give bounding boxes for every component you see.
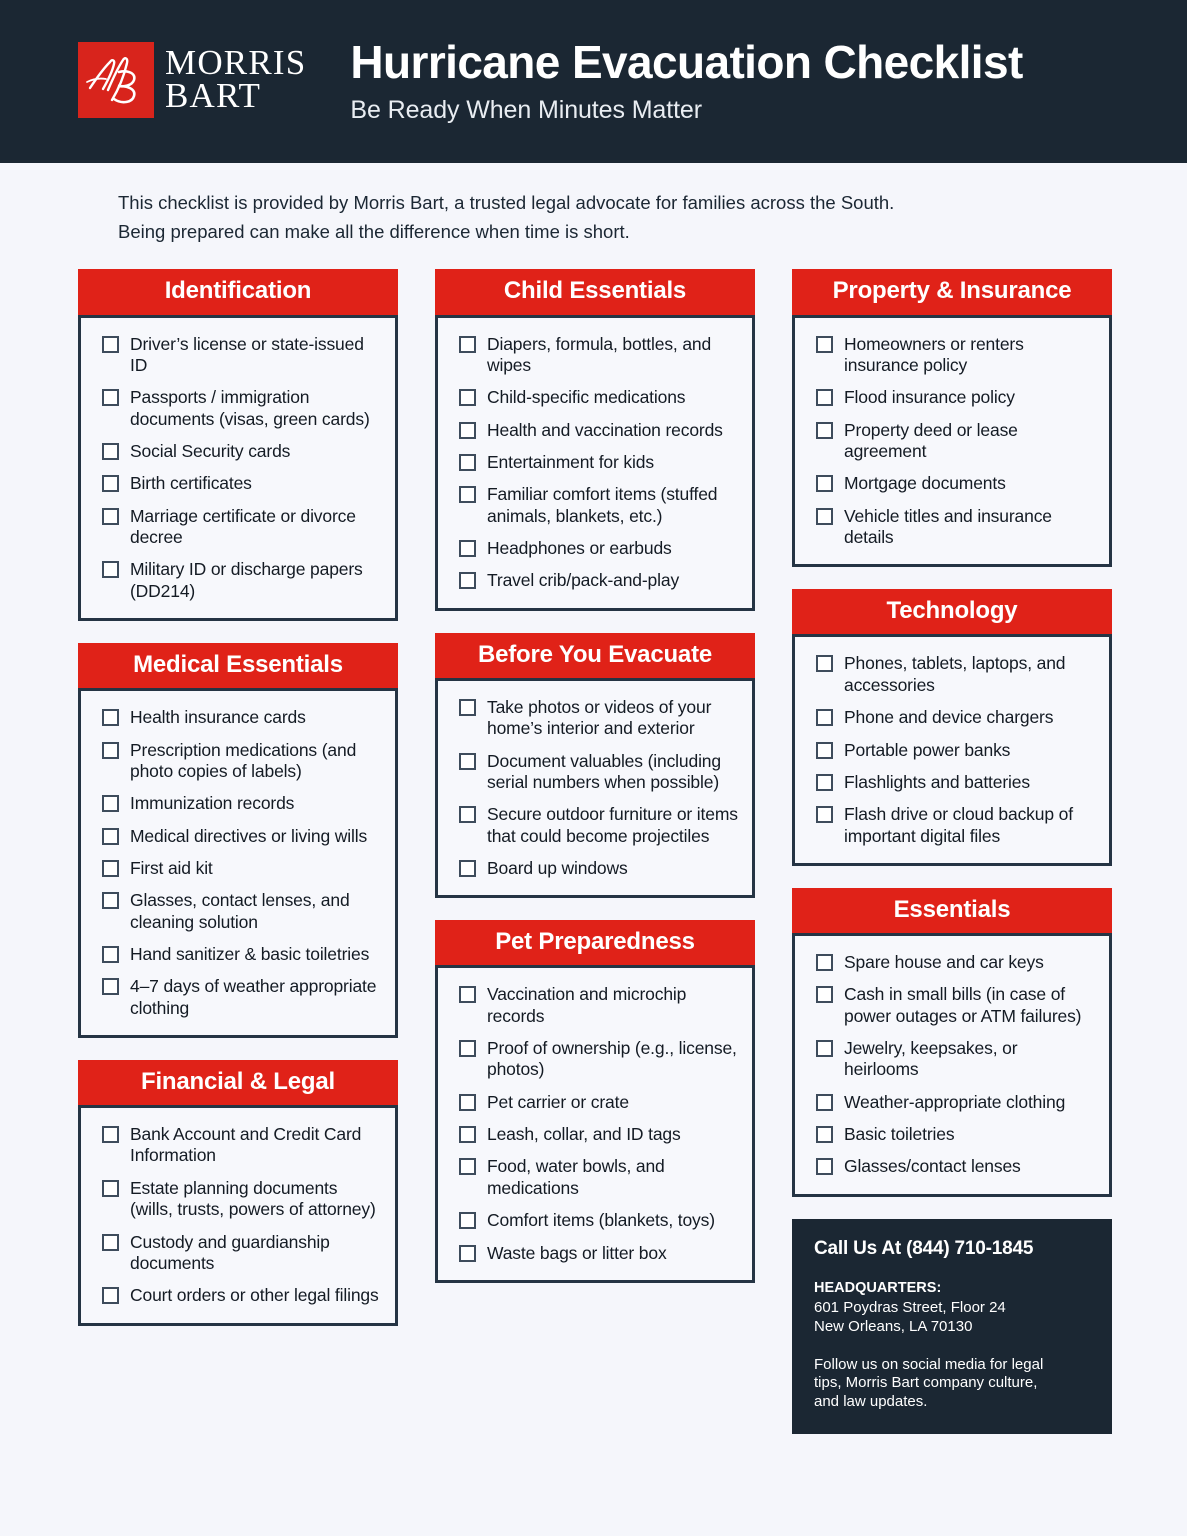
checklist-items	[459, 984, 738, 1263]
checklist-item-label: Pet carrier or crate	[487, 1091, 629, 1112]
mb-monogram-icon	[78, 42, 154, 118]
checklist-item-label: Hand sanitizer & basic toiletries	[130, 943, 370, 964]
checklist-item[interactable]	[459, 387, 738, 408]
checklist-items	[816, 952, 1095, 1178]
section-title: Medical Essentials	[78, 643, 398, 688]
section-essentials	[792, 888, 1112, 1197]
checkbox-icon[interactable]	[816, 806, 833, 823]
checklist-item[interactable]	[816, 1038, 1095, 1081]
checkbox-icon[interactable]	[816, 508, 833, 525]
checkbox-icon[interactable]	[459, 1094, 476, 1111]
checklist-item-label: Flood insurance policy	[844, 387, 1015, 408]
checklist-item[interactable]	[459, 804, 738, 847]
checkbox-icon[interactable]	[459, 422, 476, 439]
checklist-item[interactable]	[816, 1092, 1095, 1113]
section-card	[78, 688, 398, 1038]
follow-line-3: and law updates.	[814, 1393, 928, 1411]
checklist-item[interactable]	[816, 1124, 1095, 1145]
follow-us-note	[814, 1356, 1090, 1412]
checklist-item[interactable]	[102, 1178, 381, 1221]
section-card	[792, 634, 1112, 865]
checkbox-icon[interactable]	[459, 486, 476, 503]
section-title: Identification	[78, 269, 398, 314]
checklist-item-label: Glasses, contact lenses, and cleaning solution	[130, 890, 350, 932]
intro-paragraph	[0, 163, 1187, 246]
checklist-item-label: First aid kit	[130, 857, 213, 878]
checkbox-icon[interactable]	[459, 540, 476, 557]
checklist-item-label: Vaccination and microchip records	[487, 984, 687, 1026]
checkbox-icon[interactable]	[102, 892, 119, 909]
checklist-item-label: Leash, collar, and ID tags	[487, 1124, 681, 1145]
checklist-item[interactable]	[816, 653, 1095, 696]
checklist-items	[459, 334, 738, 592]
checklist-item-label: Document valuables (including serial numbers when possible)	[487, 750, 721, 792]
checklist-item-label: Passports / immigration documents (visas, green cards)	[130, 387, 370, 429]
section-card	[78, 1105, 398, 1325]
checklist-item[interactable]	[102, 826, 381, 847]
checkbox-icon[interactable]	[102, 443, 119, 460]
checkbox-icon[interactable]	[102, 389, 119, 406]
checklist-item[interactable]	[102, 793, 381, 814]
checklist-item[interactable]	[459, 484, 738, 527]
checklist-item[interactable]	[102, 441, 381, 462]
checklist-item[interactable]	[816, 772, 1095, 793]
checklist-item[interactable]	[816, 740, 1095, 761]
checkbox-icon[interactable]	[102, 742, 119, 759]
checkbox-icon[interactable]	[102, 860, 119, 877]
checklist-item[interactable]	[459, 1156, 738, 1199]
checkbox-icon[interactable]	[102, 709, 119, 726]
checkbox-icon[interactable]	[459, 699, 476, 716]
section-title: Essentials	[792, 888, 1112, 933]
checklist-item[interactable]	[459, 984, 738, 1027]
checklist-item[interactable]	[102, 559, 381, 602]
checklist-item[interactable]	[102, 740, 381, 783]
checklist-item[interactable]	[102, 1285, 381, 1306]
checklist-item[interactable]	[102, 1232, 381, 1275]
checkbox-icon[interactable]	[816, 1040, 833, 1057]
checkbox-icon[interactable]	[459, 336, 476, 353]
checklist-item-label: Weather-appropriate clothing	[844, 1091, 1066, 1112]
checklist-item[interactable]	[102, 506, 381, 549]
checklist-item[interactable]	[816, 804, 1095, 847]
checklist-item-label: Mortgage documents	[844, 473, 1006, 494]
checklist-item[interactable]	[459, 1210, 738, 1231]
checklist-item[interactable]	[816, 952, 1095, 973]
section-title: Pet Preparedness	[435, 920, 755, 965]
checklist-item-label: Proof of ownership (e.g., license, photos)	[487, 1038, 737, 1080]
headquarters-address	[814, 1298, 1090, 1337]
checkbox-icon[interactable]	[102, 1180, 119, 1197]
logo-text-morris: MORRIS	[165, 43, 307, 83]
follow-line-2: tips, Morris Bart company culture,	[814, 1374, 1038, 1392]
page-title: Hurricane Evacuation Checklist	[350, 35, 1023, 88]
checklist-item-label: Headphones or earbuds	[487, 537, 672, 558]
checklist-item-label: Jewelry, keepsakes, or heirlooms	[844, 1038, 1018, 1080]
checklist-item-label: Phones, tablets, laptops, and accessories	[844, 653, 1066, 695]
checklist-item[interactable]	[816, 387, 1095, 408]
checkbox-icon[interactable]	[816, 422, 833, 439]
checklist-items	[102, 334, 381, 602]
checklist-item[interactable]	[102, 334, 381, 377]
section-title: Child Essentials	[435, 269, 755, 314]
checkbox-icon[interactable]	[459, 389, 476, 406]
checklist-item[interactable]	[459, 420, 738, 441]
checkbox-icon[interactable]	[816, 389, 833, 406]
checklist-item[interactable]	[102, 858, 381, 879]
checklist-item-label: 4–7 days of weather appropriate clothing	[130, 976, 377, 1018]
checkbox-icon[interactable]	[459, 860, 476, 877]
checklist-item-label: Flashlights and batteries	[844, 771, 1030, 792]
section-property-insurance	[792, 269, 1112, 567]
checklist-item[interactable]	[459, 1092, 738, 1113]
section-card	[792, 315, 1112, 568]
checklist-item-label: Custody and guardianship documents	[130, 1231, 330, 1273]
checklist-item-label: Social Security cards	[130, 440, 291, 461]
checklist-item[interactable]	[816, 420, 1095, 463]
checklist-item[interactable]	[102, 387, 381, 430]
checkbox-icon[interactable]	[102, 1234, 119, 1251]
section-identification	[78, 269, 398, 621]
checkbox-icon[interactable]	[459, 753, 476, 770]
checklist-item-label: Board up windows	[487, 857, 628, 878]
checklist-item[interactable]	[459, 858, 738, 879]
checklist-item[interactable]	[459, 452, 738, 473]
checklist-item[interactable]	[459, 334, 738, 377]
checklist-item-label: Glasses/contact lenses	[844, 1156, 1021, 1177]
checklist-item[interactable]	[102, 976, 381, 1019]
checklist-item[interactable]	[102, 890, 381, 933]
section-card	[435, 315, 755, 611]
checklist-item-label: Food, water bowls, and medications	[487, 1156, 665, 1198]
checklist-item-label: Take photos or videos of your home’s interior and exterior	[487, 696, 712, 739]
checklist-item[interactable]	[816, 1156, 1095, 1177]
checkbox-icon[interactable]	[459, 986, 476, 1003]
section-medical-essentials	[78, 643, 398, 1038]
section-financial-legal	[78, 1060, 398, 1326]
checkbox-icon[interactable]	[816, 1094, 833, 1111]
checkbox-icon[interactable]	[102, 336, 119, 353]
checklist-item[interactable]	[459, 1038, 738, 1081]
section-card	[792, 933, 1112, 1197]
address-line-1: 601 Poydras Street, Floor 24	[814, 1298, 1006, 1316]
section-title: Financial & Legal	[78, 1060, 398, 1105]
section-pet-preparedness	[435, 920, 755, 1283]
checkbox-icon[interactable]	[816, 475, 833, 492]
checklist-item[interactable]	[816, 334, 1095, 377]
checkbox-icon[interactable]	[102, 795, 119, 812]
checklist-item-label: Driver’s license or state-issued ID	[130, 333, 364, 375]
checklist-item[interactable]	[816, 984, 1095, 1027]
checkbox-icon[interactable]	[816, 774, 833, 791]
checklist-item-label: Cash in small bills (in case of power outages or ATM failures)	[844, 984, 1082, 1026]
checkbox-icon[interactable]	[816, 655, 833, 672]
checklist-item-label: Homeowners or renters insurance policy	[844, 333, 1024, 375]
checkbox-icon[interactable]	[459, 1126, 476, 1143]
checklist-item-label: Diapers, formula, bottles, and wipes	[487, 333, 712, 375]
checklist-item[interactable]	[102, 473, 381, 494]
checklist-item-label: Prescription medications (and photo copies of labels)	[130, 739, 357, 781]
checkbox-icon[interactable]	[102, 508, 119, 525]
checklist-item-label: Estate planning documents (wills, trusts, powers of attorney)	[130, 1177, 376, 1220]
checkbox-icon[interactable]	[816, 954, 833, 971]
checkbox-icon[interactable]	[459, 806, 476, 823]
checkbox-icon[interactable]	[459, 572, 476, 589]
section-before-you-evacuate	[435, 633, 755, 899]
section-title: Before You Evacuate	[435, 633, 755, 678]
checklist-item-label: Property deed or lease agreement	[844, 419, 1018, 461]
checklist-item[interactable]	[459, 1124, 738, 1145]
checklist-item-label: Health and vaccination records	[487, 419, 723, 440]
checklist-item-label: Travel crib/pack-and-play	[487, 570, 680, 591]
checklist-item[interactable]	[102, 944, 381, 965]
checklist-column-2	[435, 269, 755, 1434]
checklist-item-label: Birth certificates	[130, 473, 252, 494]
checkbox-icon[interactable]	[102, 1126, 119, 1143]
checklist-item[interactable]	[459, 570, 738, 591]
checkbox-icon[interactable]	[816, 1158, 833, 1175]
checklist-item-label: Phone and device chargers	[844, 707, 1054, 728]
checkbox-icon[interactable]	[459, 454, 476, 471]
checkbox-icon[interactable]	[102, 946, 119, 963]
checkbox-icon[interactable]	[459, 1245, 476, 1262]
page-header	[0, 0, 1187, 163]
checkbox-icon[interactable]	[102, 978, 119, 995]
checklist-item[interactable]	[459, 697, 738, 740]
checklist-item-label: Comfort items (blankets, toys)	[487, 1210, 715, 1231]
headquarters-label: HEADQUARTERS:	[814, 1279, 942, 1296]
checklist-item-label: Health insurance cards	[130, 707, 306, 728]
checklist-item-label: Spare house and car keys	[844, 952, 1044, 973]
contact-box	[792, 1219, 1112, 1434]
section-card	[435, 678, 755, 898]
follow-line-1: Follow us on social media for legal	[814, 1355, 1044, 1373]
checkbox-icon[interactable]	[102, 828, 119, 845]
checkbox-icon[interactable]	[459, 1158, 476, 1175]
checkbox-icon[interactable]	[102, 1287, 119, 1304]
section-card	[435, 965, 755, 1282]
checklist-items	[102, 1124, 381, 1306]
checklist-items	[816, 334, 1095, 549]
section-card	[78, 315, 398, 621]
checklist-item-label: Medical directives or living wills	[130, 825, 368, 846]
section-title: Property & Insurance	[792, 269, 1112, 314]
checklist-item-label: Child-specific medications	[487, 387, 686, 408]
intro-line-1: This checklist is provided by Morris Bart, a trusted legal advocate for families across the South.	[118, 192, 895, 213]
checklist-item-label: Portable power banks	[844, 739, 1011, 760]
checkbox-icon[interactable]	[816, 742, 833, 759]
checklist-item-label: Court orders or other legal filings	[130, 1285, 379, 1306]
checklist-item-label: Waste bags or litter box	[487, 1242, 667, 1263]
section-child-essentials	[435, 269, 755, 610]
checklist-items	[459, 697, 738, 879]
logo-text-bart: BART	[165, 75, 262, 115]
checkbox-icon[interactable]	[816, 336, 833, 353]
checklist-item-label: Military ID or discharge papers (DD214)	[130, 559, 363, 601]
checklist-item[interactable]	[459, 751, 738, 794]
checklist-item-label: Familiar comfort items (stuffed animals, blankets, etc.)	[487, 484, 718, 526]
morris-bart-logo	[78, 42, 306, 118]
checkbox-icon[interactable]	[459, 1212, 476, 1229]
checklist-items	[816, 653, 1095, 846]
page-subtitle: Be Ready When Minutes Matter	[350, 96, 702, 125]
checklist-columns	[0, 246, 1187, 1434]
checklist-item[interactable]	[816, 707, 1095, 728]
checklist-items	[102, 707, 381, 1019]
checklist-item[interactable]	[816, 506, 1095, 549]
checkbox-icon[interactable]	[816, 1126, 833, 1143]
checkbox-icon[interactable]	[102, 561, 119, 578]
checklist-item-label: Entertainment for kids	[487, 451, 654, 472]
section-title: Technology	[792, 589, 1112, 634]
checklist-item-label: Vehicle titles and insurance details	[844, 505, 1052, 547]
checkbox-icon[interactable]	[102, 475, 119, 492]
checklist-column-3	[792, 269, 1112, 1434]
checklist-item[interactable]	[816, 473, 1095, 494]
intro-line-2: Being prepared can make all the difference when time is short.	[118, 220, 630, 242]
address-line-2: New Orleans, LA 70130	[814, 1318, 973, 1336]
checklist-item-label: Marriage certificate or divorce decree	[130, 505, 356, 547]
checklist-item[interactable]	[102, 707, 381, 728]
checkbox-icon[interactable]	[816, 986, 833, 1003]
checklist-item-label: Basic toiletries	[844, 1124, 955, 1145]
checklist-column-1	[78, 269, 398, 1434]
section-technology	[792, 589, 1112, 866]
checklist-item-label: Secure outdoor furniture or items that could become projectiles	[487, 804, 738, 846]
checklist-item[interactable]	[102, 1124, 381, 1167]
checklist-item-label: Flash drive or cloud backup of important digital files	[844, 804, 1073, 846]
checkbox-icon[interactable]	[459, 1040, 476, 1057]
checklist-item-label: Bank Account and Credit Card Information	[130, 1124, 362, 1166]
call-us-phone[interactable]: Call Us At (844) 710-1845	[814, 1237, 1034, 1259]
checklist-item[interactable]	[459, 538, 738, 559]
checklist-item-label: Immunization records	[130, 793, 295, 814]
checklist-item[interactable]	[459, 1243, 738, 1264]
checkbox-icon[interactable]	[816, 709, 833, 726]
